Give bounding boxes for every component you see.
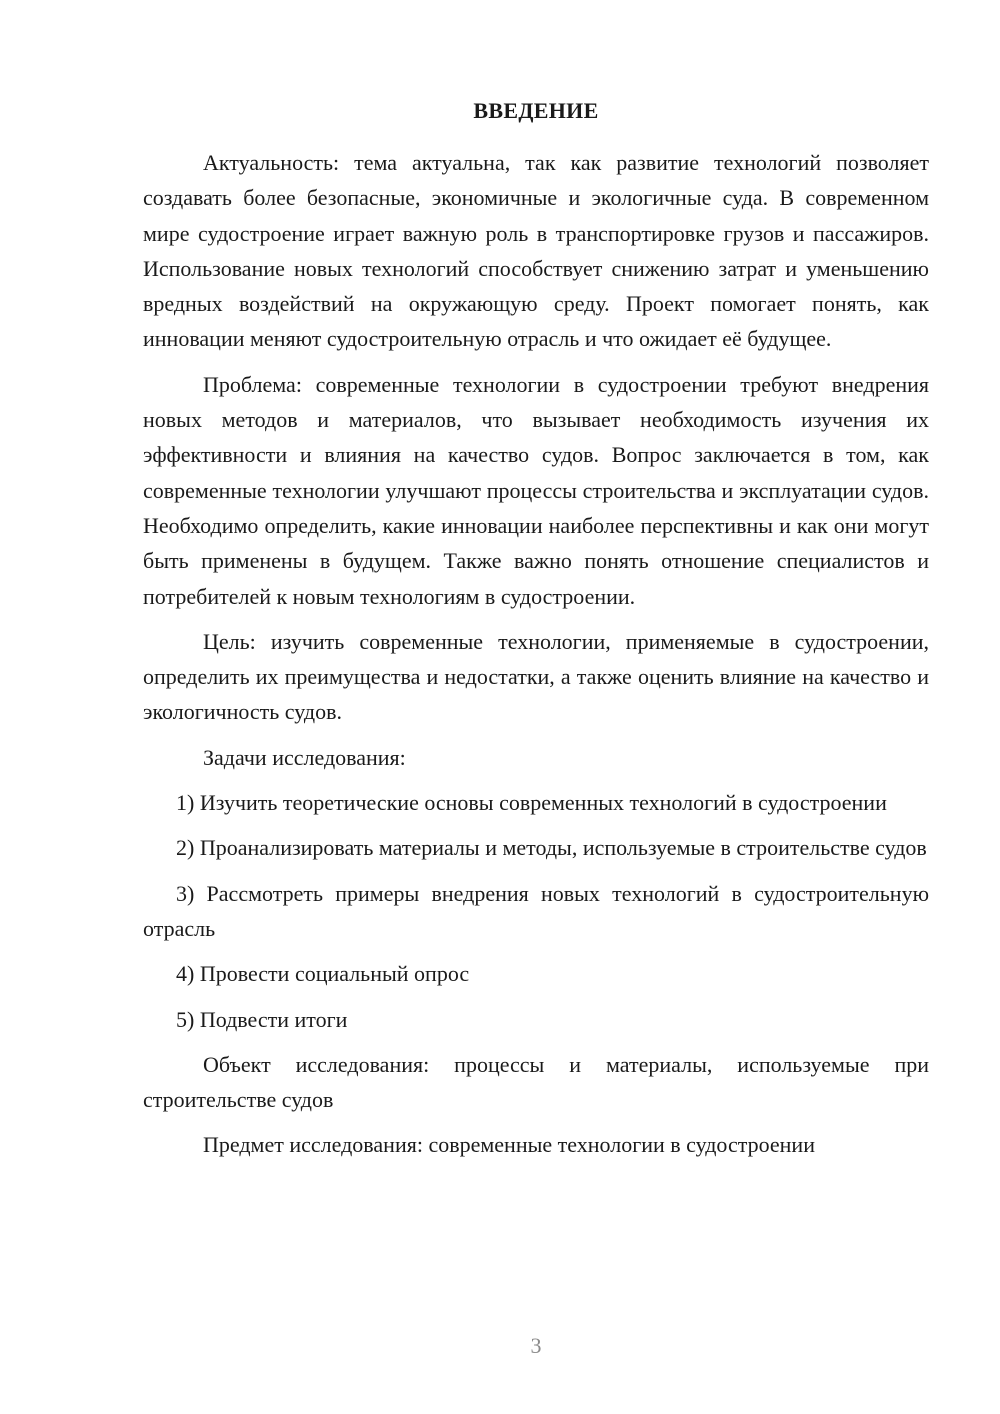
document-page (143, 96, 929, 1163)
task-item-1: 1) Изучить теоретические основы современных технологий в судостроении (176, 790, 887, 816)
goal-paragraph: Цель: изучить современные технологии, применяемые в судостроении, определить их преимущества и недостатки, а также оценить влияние на качество и экологичность судов. (143, 628, 929, 725)
task-item-2: 2) Проанализировать материалы и методы, используемые в строительстве судов (176, 835, 927, 861)
tasks-heading: Задачи исследования: (203, 744, 406, 770)
task-item-3: 3) Рассмотреть примеры внедрения новых технологий в судостроительную отрасль (143, 880, 929, 941)
page-number: 3 (530, 1333, 542, 1358)
subject-paragraph: Предмет исследования: современные технологии в судостроении (203, 1132, 815, 1158)
object-paragraph: Объект исследования: процессы и материалы, используемые при строительстве судов (143, 1051, 929, 1113)
problem-paragraph: Проблема: современные технологии в судостроении требуют внедрения новых методов и материалов, что вызывает необходимость изучения их эффективности и влияния на качество судов. Вопрос заключается в том, как современные технологии улучшают процессы строительства и эксплуатации судов. Необходимо определить, какие инновации наиболее перспективны и как они могут быть применены в будущем. Также важно понять отношение специалистов и потребителей к новым технологиям в судостроении. (143, 371, 929, 609)
task-item-5: 5) Подвести итоги (176, 1006, 348, 1032)
section-title: ВВЕДЕНИЕ (473, 98, 599, 123)
relevance-paragraph: Актуальность: тема актуальна, так как развитие технологий позволяет создавать более безопасные, экономичные и экологичные суда. В современном мире судостроение играет важную роль в транспортировке грузов и пассажиров. Использование новых технологий способствует снижению затрат и уменьшению вредных воздействий на окружающую среду. Проект помогает понять, как инновации меняют судостроительную отрасль и что ожидает её будущее. (143, 150, 929, 352)
task-item-4: 4) Провести социальный опрос (176, 961, 470, 987)
